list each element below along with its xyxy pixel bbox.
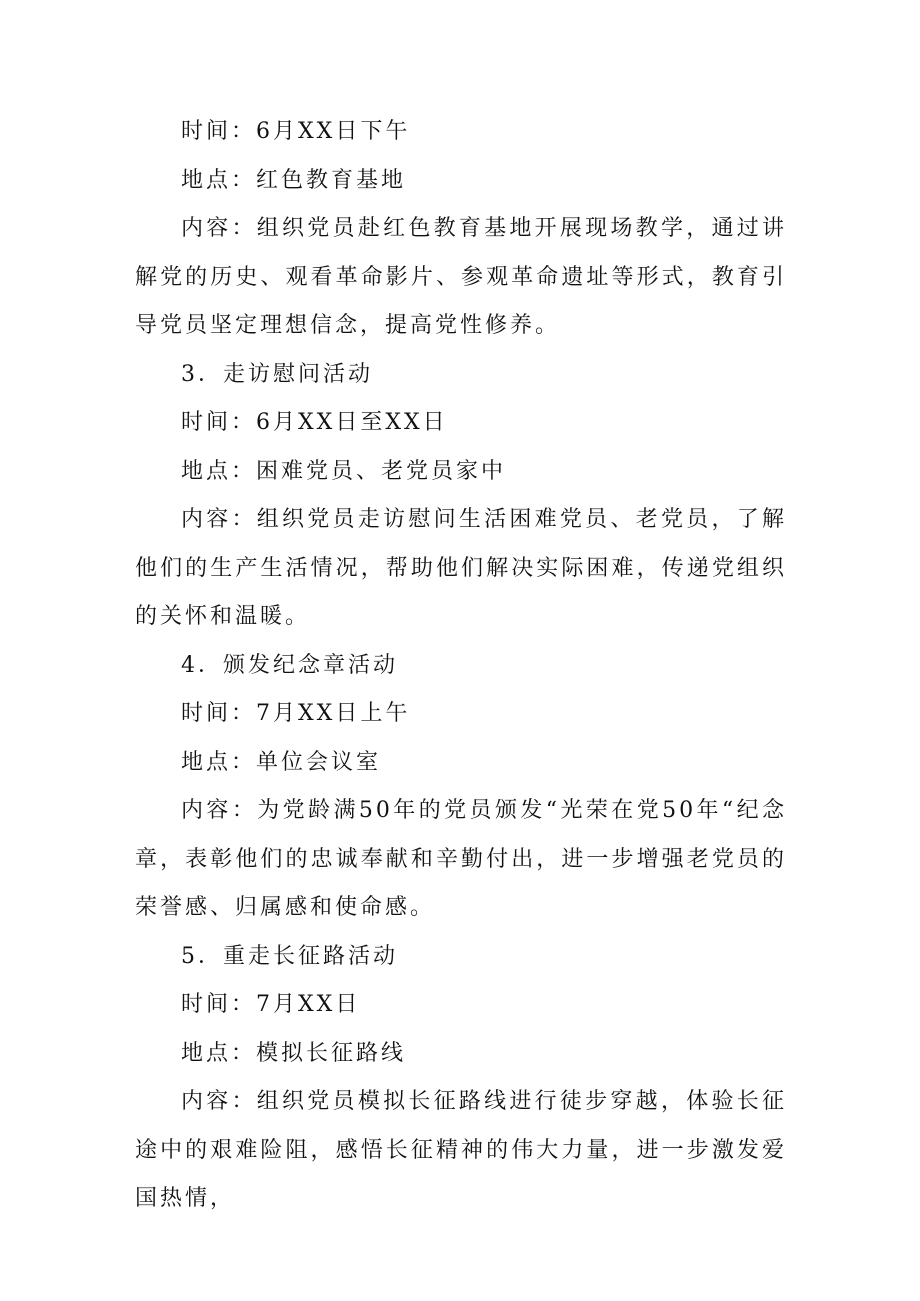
document-body [135, 108, 787, 1224]
content-paragraph [135, 787, 787, 933]
location-line: 地点：模拟长征路线 [181, 1040, 407, 1066]
time-line: 时间：7月XX日上午 [181, 701, 411, 726]
time-line: 时间：6月XX日下午 [181, 119, 411, 144]
time-line: 时间：6月XX日至XX日 [181, 410, 448, 435]
paragraph-text: 内容：组织党员模拟长征路线进行徒步穿越，体验长征途中的艰难险阻，感悟长征精神的伟大力量，进一步激发爱国热情， [135, 1089, 787, 1211]
time-line: 时间：7月XX日 [181, 992, 361, 1017]
paragraph-text: 内容：组织党员赴红色教育基地开展现场教学，通过讲解党的历史、观看革命影片、参观革命遗址等形式，教育引导党员坚定理想信念，提高党性修养。 [135, 216, 787, 338]
content-paragraph [135, 205, 787, 351]
section-heading: 3．走访慰问活动 [181, 361, 373, 387]
location-line: 地点：红色教育基地 [181, 167, 407, 193]
section-heading: 4．颁发纪念章活动 [181, 652, 398, 678]
content-paragraph [135, 1078, 787, 1224]
content-paragraph [135, 496, 787, 642]
location-line: 地点：困难党员、老党员家中 [181, 458, 507, 484]
location-line: 地点：单位会议室 [181, 749, 382, 775]
paragraph-text: 内容：组织党员走访慰问生活困难党员、老党员，了解他们的生产生活情况，帮助他们解决实际困难，传递党组织的关怀和温暖。 [135, 507, 787, 629]
section-heading: 5．重走长征路活动 [181, 943, 398, 969]
paragraph-text: 内容：为党龄满50年的党员颁发“光荣在党50年“纪念章，表彰他们的忠诚奉献和辛勤付出，进一步增强老党员的荣誉感、归属感和使命感。 [135, 798, 787, 920]
